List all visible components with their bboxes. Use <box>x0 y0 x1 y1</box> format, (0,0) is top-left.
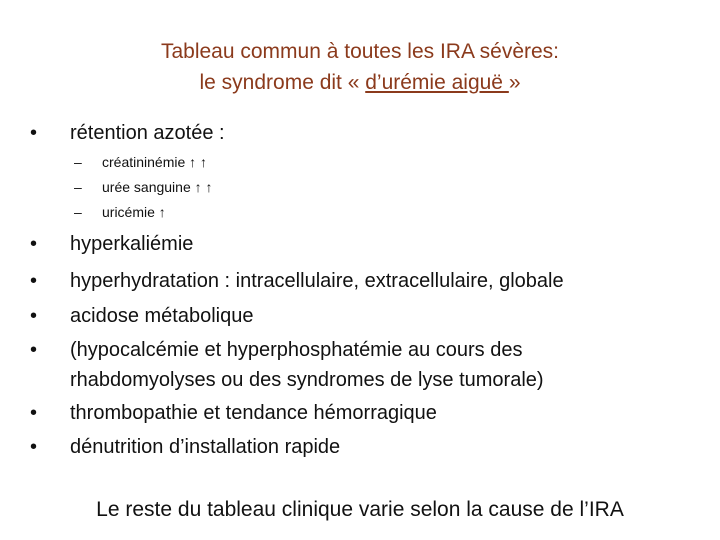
bullet-icon: • <box>30 233 38 255</box>
list-item-text: acidose métabolique <box>70 305 254 327</box>
sub-list-item-text: créatininémie ↑ ↑ <box>102 154 208 170</box>
bullet-icon: • <box>30 339 38 361</box>
title-line-1: Tableau commun à toutes les IRA sévères: <box>160 40 560 63</box>
list-item-text: (hypocalcémie et hyperphosphatémie au cours des <box>70 339 523 361</box>
list-item-text: dénutrition d’installation rapide <box>70 436 341 458</box>
list-item-text: hyperkaliémie <box>70 233 194 255</box>
title-underlined-term: d’urémie aiguë <box>365 71 509 94</box>
footer-note: Le reste du tableau clinique varie selon la cause de l’IRA <box>96 498 624 521</box>
slide-title <box>0 36 720 98</box>
list-item-text: thrombopathie et tendance hémorragique <box>70 402 437 424</box>
title-line-2 <box>0 67 720 98</box>
sub-list-item-text: uricémie ↑ <box>102 204 166 220</box>
bullet-icon: • <box>30 122 38 144</box>
dash-icon: – <box>74 204 82 220</box>
list-item-text: hyperhydratation : intracellulaire, extracellulaire, globale <box>70 270 564 292</box>
sub-list-item-text: urée sanguine ↑ ↑ <box>102 179 213 195</box>
bullet-icon: • <box>30 270 38 292</box>
bullet-icon: • <box>30 436 38 458</box>
dash-icon: – <box>74 154 82 170</box>
bullet-icon: • <box>30 305 38 327</box>
list-item-text: rhabdomyolyses ou des syndromes de lyse tumorale) <box>70 369 544 391</box>
dash-icon: – <box>74 179 82 195</box>
title-prefix: le syndrome dit « <box>199 71 366 94</box>
bullet-icon: • <box>30 402 38 424</box>
title-suffix: » <box>508 71 521 94</box>
list-item-text: rétention azotée : <box>70 122 225 144</box>
